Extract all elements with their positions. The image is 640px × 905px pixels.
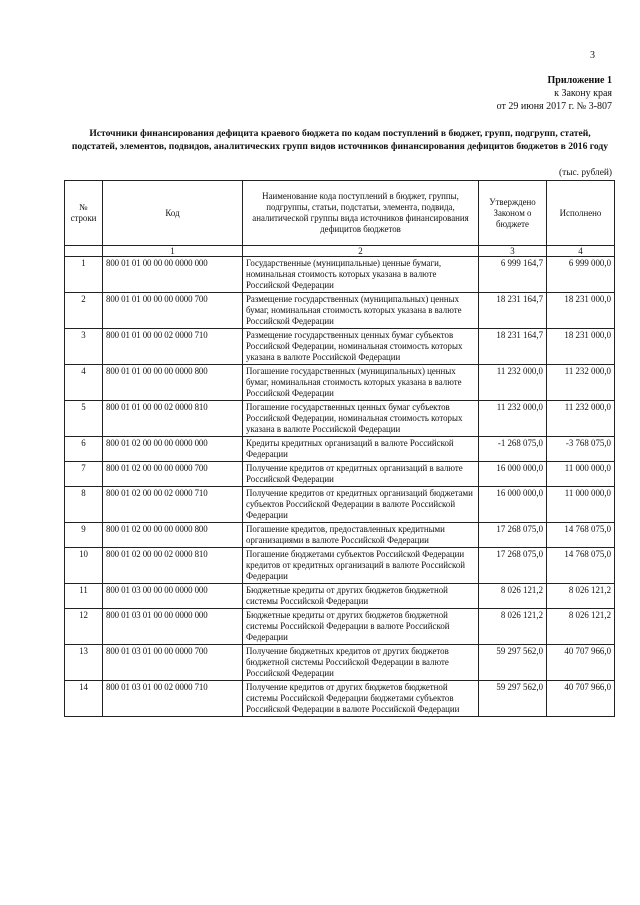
- code-cell: 800 01 03 01 00 02 0000 710: [103, 681, 243, 717]
- approved-cell: 11 232 000,0: [479, 401, 547, 437]
- row-number-cell: 5: [65, 401, 103, 437]
- approved-cell: 16 000 000,0: [479, 462, 547, 487]
- code-cell: 800 01 03 01 00 00 0000 000: [103, 609, 243, 645]
- name-cell: Погашение кредитов, предоставленных кредитными организациями в валюте Российской Федерации: [243, 523, 479, 548]
- row-number-cell: 2: [65, 293, 103, 329]
- code-cell: 800 01 01 00 00 00 0000 800: [103, 365, 243, 401]
- column-number: 1: [103, 246, 243, 257]
- header-code: Код: [103, 181, 243, 246]
- row-number-cell: 10: [65, 548, 103, 584]
- executed-cell: 18 231 000,0: [547, 329, 615, 365]
- table-row: [65, 437, 615, 462]
- approved-cell: 59 297 562,0: [479, 645, 547, 681]
- executed-cell: 14 768 075,0: [547, 523, 615, 548]
- appendix-law-ref: к Закону края: [554, 88, 612, 99]
- table-row: [65, 329, 615, 365]
- code-cell: 800 01 01 00 00 00 0000 000: [103, 257, 243, 293]
- executed-cell: 11 000 000,0: [547, 462, 615, 487]
- code-cell: 800 01 01 00 00 00 0000 700: [103, 293, 243, 329]
- row-number-cell: 7: [65, 462, 103, 487]
- table-row: [65, 257, 615, 293]
- name-cell: Кредиты кредитных организаций в валюте Российской Федерации: [243, 437, 479, 462]
- approved-cell: 17 268 075,0: [479, 523, 547, 548]
- code-cell: 800 01 02 00 00 02 0000 810: [103, 548, 243, 584]
- approved-cell: 11 232 000,0: [479, 365, 547, 401]
- name-cell: Получение бюджетных кредитов от других бюджетов бюджетной системы Российской Федерации в валюте Российской Федерации: [243, 645, 479, 681]
- appendix-law-date: от 29 июня 2017 г. № 3-807: [496, 101, 612, 112]
- row-number-cell: 1: [65, 257, 103, 293]
- appendix-title: Приложение 1: [547, 75, 612, 86]
- name-cell: Погашение государственных (муниципальных) ценных бумаг, номинальная стоимость которых указана в валюте Российской Федерации: [243, 365, 479, 401]
- executed-cell: 11 000 000,0: [547, 487, 615, 523]
- code-cell: 800 01 01 00 00 02 0000 810: [103, 401, 243, 437]
- approved-cell: 18 231 164,7: [479, 293, 547, 329]
- column-number: 3: [479, 246, 547, 257]
- code-cell: 800 01 03 01 00 00 0000 700: [103, 645, 243, 681]
- row-number-cell: 9: [65, 523, 103, 548]
- header-name: Наименование кода поступлений в бюджет, группы, подгруппы, статьи, подстатьи, элемента, подвида, аналитической группы вида источников финансирования дефицитов бюджетов: [243, 181, 479, 246]
- table-row: [65, 609, 615, 645]
- approved-cell: -1 268 075,0: [479, 437, 547, 462]
- executed-cell: 40 707 966,0: [547, 645, 615, 681]
- column-number: 4: [547, 246, 615, 257]
- header-approved: Утверждено Законом о бюджете: [479, 181, 547, 246]
- column-number: 2: [243, 246, 479, 257]
- code-cell: 800 01 02 00 00 00 0000 000: [103, 437, 243, 462]
- executed-cell: 14 768 075,0: [547, 548, 615, 584]
- units-label: (тыс. рублей): [558, 168, 612, 178]
- table-row: [65, 487, 615, 523]
- row-number-cell: 3: [65, 329, 103, 365]
- table-row: [65, 293, 615, 329]
- approved-cell: 6 999 164,7: [479, 257, 547, 293]
- table-row: [65, 548, 615, 584]
- row-number-cell: 14: [65, 681, 103, 717]
- table-row: [65, 645, 615, 681]
- name-cell: Получение кредитов от кредитных организаций бюджетами субъектов Российской Федерации в валюте Российской Федерации: [243, 487, 479, 523]
- name-cell: Размещение государственных (муниципальных) ценных бумаг, номинальная стоимость которых указана в валюте Российской Федерации: [243, 293, 479, 329]
- executed-cell: 8 026 121,2: [547, 609, 615, 645]
- table-body: [65, 257, 615, 717]
- approved-cell: 8 026 121,2: [479, 584, 547, 609]
- header-executed: Исполнено: [547, 181, 615, 246]
- table-row: [65, 681, 615, 717]
- column-numbers-row: [65, 246, 615, 257]
- name-cell: Государственные (муниципальные) ценные бумаги, номинальная стоимость которых указана в валюте Российской Федерации: [243, 257, 479, 293]
- row-number-cell: 13: [65, 645, 103, 681]
- name-cell: Бюджетные кредиты от других бюджетов бюджетной системы Российской Федерации: [243, 584, 479, 609]
- name-cell: Погашение государственных ценных бумаг субъектов Российской Федерации, номинальная стоимость которых указана в валюте Российской Федерации: [243, 401, 479, 437]
- code-cell: 800 01 02 00 00 02 0000 710: [103, 487, 243, 523]
- column-number: [65, 246, 103, 257]
- executed-cell: 11 232 000,0: [547, 365, 615, 401]
- name-cell: Бюджетные кредиты от других бюджетов бюджетной системы Российской Федерации в валюте Российской Федерации: [243, 609, 479, 645]
- executed-cell: -3 768 075,0: [547, 437, 615, 462]
- document-title: Источники финансирования дефицита краевого бюджета по кодам поступлений в бюджет, групп, подгрупп, статей, подстатей, элементов, подвидов, аналитических групп видов источников финансирования дефицитов бюджетов в 2016 году: [71, 128, 609, 152]
- table-row: [65, 401, 615, 437]
- approved-cell: 16 000 000,0: [479, 487, 547, 523]
- sources-table: [64, 180, 615, 717]
- page-number: 3: [590, 50, 595, 61]
- row-number-cell: 11: [65, 584, 103, 609]
- executed-cell: 8 026 121,2: [547, 584, 615, 609]
- approved-cell: 8 026 121,2: [479, 609, 547, 645]
- header-row-number: № строки: [65, 181, 103, 246]
- table-row: [65, 365, 615, 401]
- header-row: [65, 181, 615, 246]
- table-row: [65, 523, 615, 548]
- row-number-cell: 12: [65, 609, 103, 645]
- row-number-cell: 6: [65, 437, 103, 462]
- name-cell: Получение кредитов от других бюджетов бюджетной системы Российской Федерации бюджетами субъектов Российской Федерации в валюте Российской Федерации: [243, 681, 479, 717]
- row-number-cell: 4: [65, 365, 103, 401]
- executed-cell: 40 707 966,0: [547, 681, 615, 717]
- approved-cell: 59 297 562,0: [479, 681, 547, 717]
- code-cell: 800 01 02 00 00 00 0000 700: [103, 462, 243, 487]
- name-cell: Погашение бюджетами субъектов Российской Федерации кредитов от кредитных организаций в валюте Российской Федерации: [243, 548, 479, 584]
- executed-cell: 6 999 000,0: [547, 257, 615, 293]
- code-cell: 800 01 03 00 00 00 0000 000: [103, 584, 243, 609]
- appendix-block: [312, 74, 612, 113]
- code-cell: 800 01 02 00 00 00 0000 800: [103, 523, 243, 548]
- name-cell: Размещение государственных ценных бумаг субъектов Российской Федерации, номинальная стоимость которых указана в валюте Российской Федерации: [243, 329, 479, 365]
- table-row: [65, 584, 615, 609]
- name-cell: Получение кредитов от кредитных организаций в валюте Российской Федерации: [243, 462, 479, 487]
- executed-cell: 11 232 000,0: [547, 401, 615, 437]
- executed-cell: 18 231 000,0: [547, 293, 615, 329]
- row-number-cell: 8: [65, 487, 103, 523]
- approved-cell: 18 231 164,7: [479, 329, 547, 365]
- code-cell: 800 01 01 00 00 02 0000 710: [103, 329, 243, 365]
- table-row: [65, 462, 615, 487]
- approved-cell: 17 268 075,0: [479, 548, 547, 584]
